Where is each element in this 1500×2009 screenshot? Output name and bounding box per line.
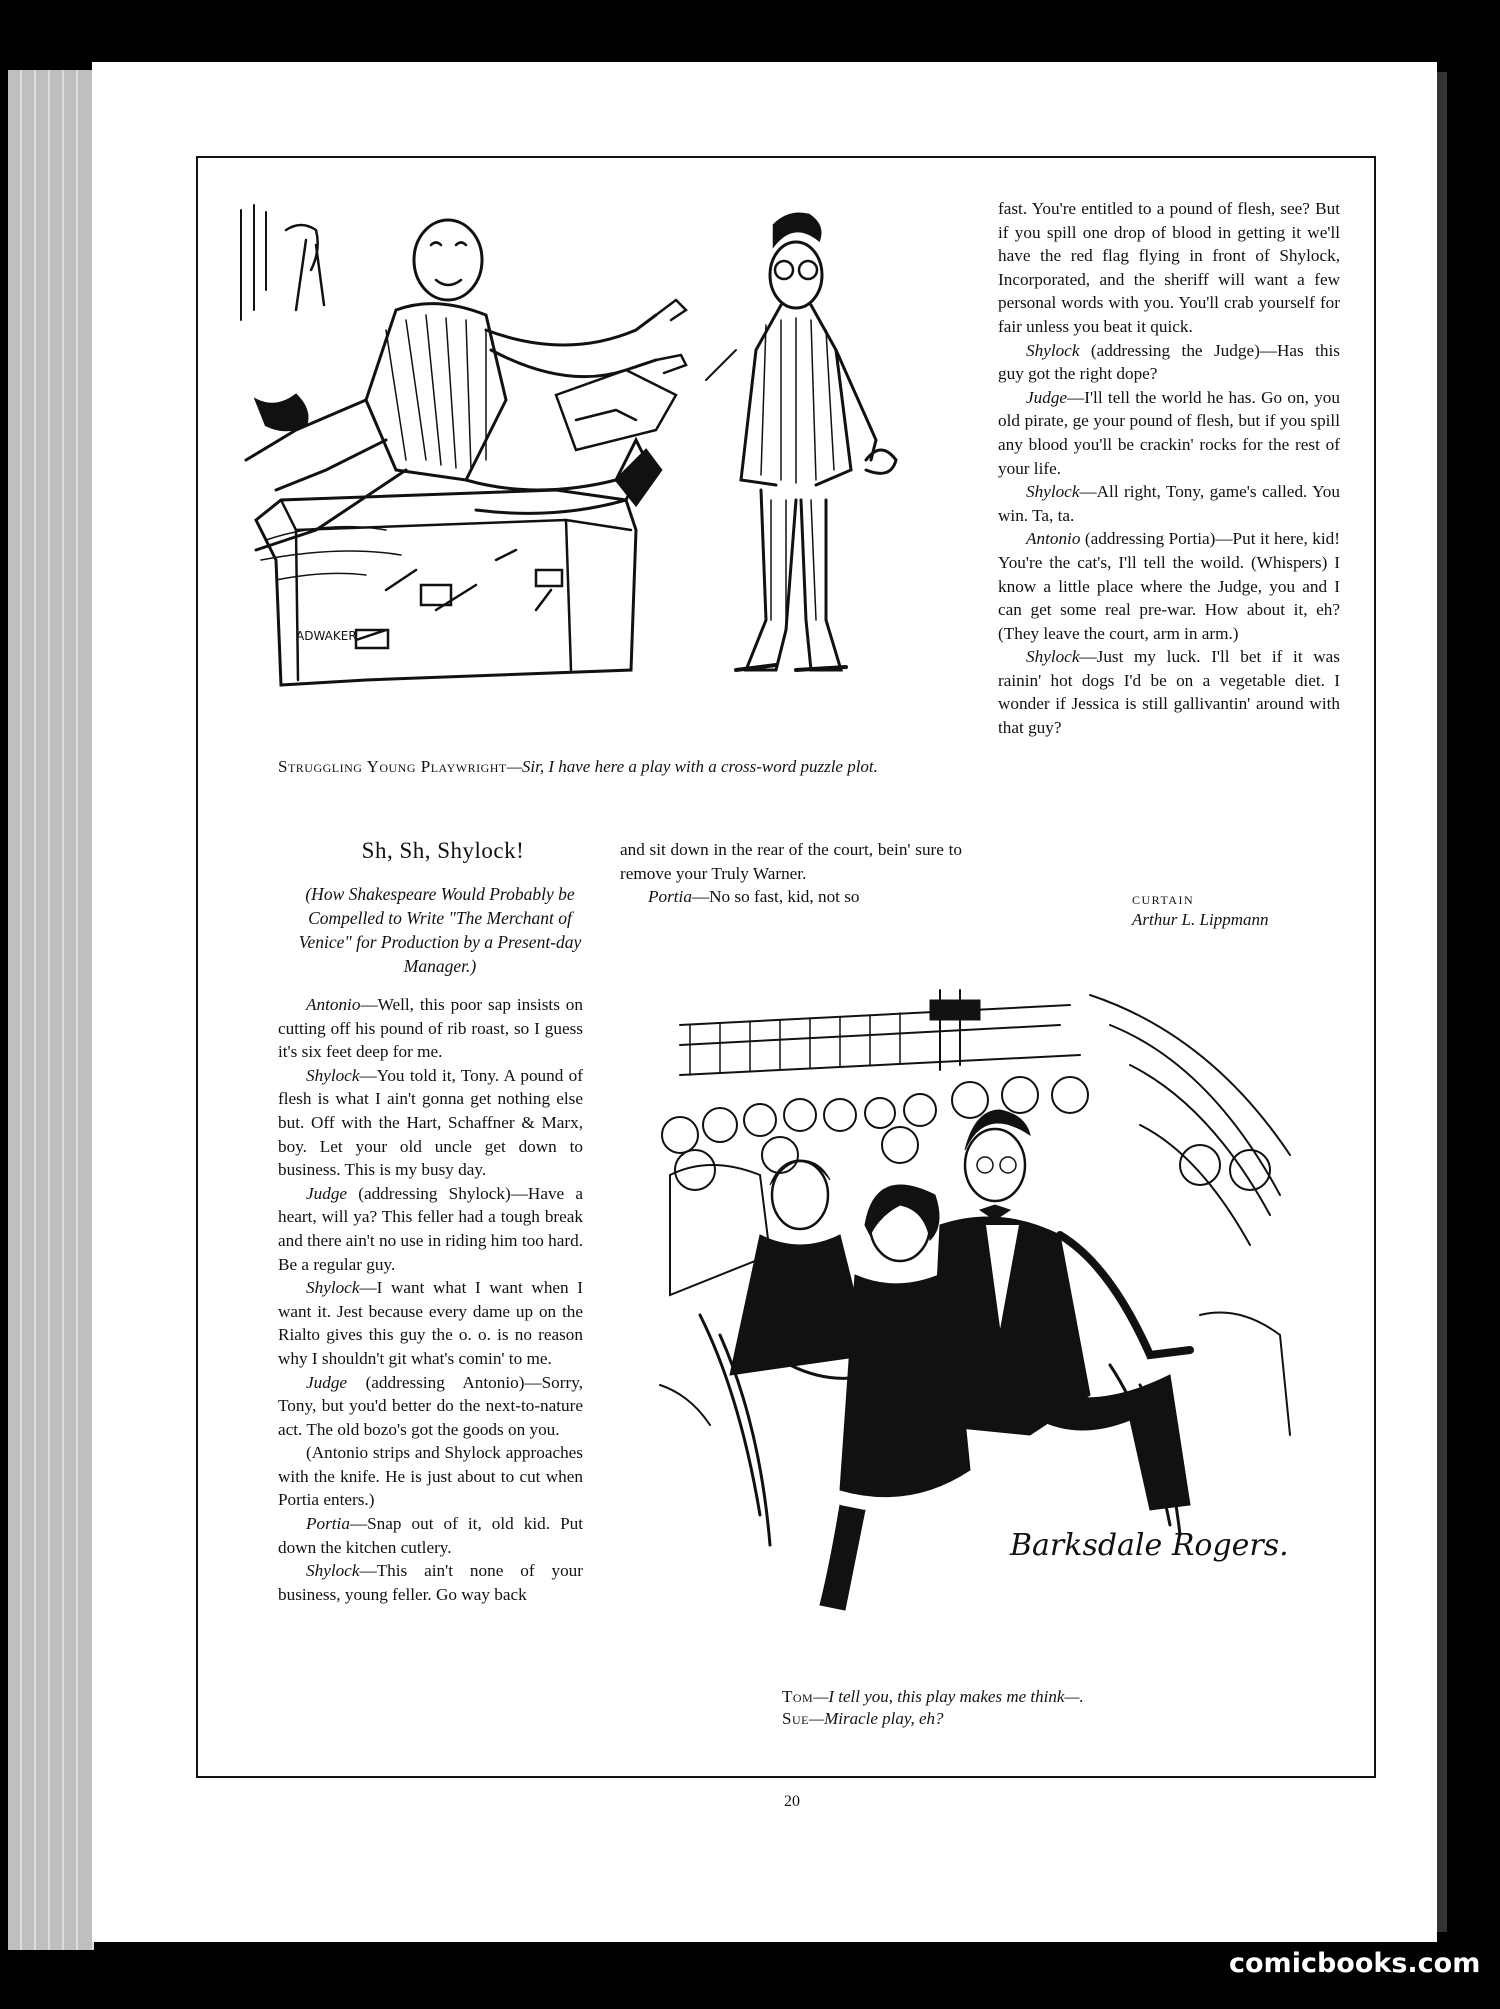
dialogue-text: —All right, Tony, game's called. You win. Ta, ta. xyxy=(998,482,1340,525)
script-paragraph xyxy=(278,1371,583,1442)
dialogue-text: —You told it, Tony. A pound of flesh is what I ain't gonna get nothing else but. Off with the Hart, Schaffner & Marx, boy. Let your old uncle get down to business. This is my busy day. xyxy=(278,1065,583,1180)
dialogue-text: —No so fast, kid, not so xyxy=(691,887,860,907)
caption-speaker-tom: Tom xyxy=(782,1687,814,1706)
article-author: Arthur L. Lippmann xyxy=(1132,910,1269,929)
speaker-name: Judge xyxy=(306,1372,348,1392)
script-paragraph xyxy=(278,1512,583,1559)
script-paragraph xyxy=(278,1441,583,1512)
speaker-name: Judge xyxy=(1026,387,1068,407)
dialogue-text: —Snap out of it, old kid. Put down the kitchen cutlery. xyxy=(278,1514,583,1557)
text-column-1 xyxy=(278,993,583,1606)
caption-speaker-sue: Sue xyxy=(782,1709,809,1728)
script-paragraph xyxy=(998,645,1340,739)
dialogue-text: (addressing Portia)—Put it here, kid! You're the cat's, I'll tell the woild. (Whispers) I know a little place where the Judge, you and I can get some real pre-war. How about it, eh? (They leave the court, arm in arm.) xyxy=(998,529,1340,643)
dialogue-text: and sit down in the rear of the court, bein' sure to remove your Truly Warner. xyxy=(620,840,962,883)
script-paragraph xyxy=(278,1182,583,1276)
caption-line-tom xyxy=(782,1686,1302,1708)
speaker-name: Shylock xyxy=(1026,482,1080,502)
script-paragraph xyxy=(278,993,583,1064)
script-paragraph xyxy=(998,480,1340,527)
facing-page-edge xyxy=(1437,72,1447,1932)
speaker-name: Judge xyxy=(306,1183,348,1203)
script-paragraph xyxy=(998,386,1340,480)
caption-text-tom: —I tell you, this play makes me think—. xyxy=(813,1687,1084,1706)
dialogue-text: fast. You're entitled to a pound of flesh, see? But if you spill one drop of blood in getting it we'll have the red flag flying in front of Shylock, Incorporated, and the sheriff will want a few personal words with you. You'll crab yourself for fair unless you beat it quick. xyxy=(998,199,1340,336)
speaker-name: Shylock xyxy=(306,1065,360,1085)
dialogue-text: (Antonio strips and Shylock approaches with the knife. He is just about to cut when Portia enters.) xyxy=(278,1443,583,1510)
script-paragraph xyxy=(278,1559,583,1606)
dialogue-text: —I want what I want when I want it. Jest because every dame up on the Rialto gives this guy the o. o. is no reason why I shouldn't git what's comin' to me. xyxy=(278,1278,583,1368)
article-title: Sh, Sh, Shylock! xyxy=(361,838,525,863)
article-subtitle: (How Shakespeare Would Probably be Compelled to Write "The Merchant of Venice" for Production by a Present-day Manager.) xyxy=(298,884,582,976)
dialogue-text: —This ain't none of your business, young feller. Go way back xyxy=(278,1561,583,1604)
speaker-name: Shylock xyxy=(1026,647,1080,667)
dialogue-text: (addressing Antonio)—Sorry, Tony, but you'd better do the next-to-nature act. The old bozo's got the goods on you. xyxy=(278,1372,583,1439)
cartoon-theater-audience-illustration xyxy=(640,985,1330,1625)
cartoon-playwright-illustration xyxy=(236,200,986,725)
script-paragraph xyxy=(278,1064,583,1182)
speaker-name: Shylock xyxy=(306,1278,360,1298)
speaker-name: Portia xyxy=(648,887,692,907)
dialogue-text: (addressing the Judge)—Has this guy got the right dope? xyxy=(998,340,1340,384)
top-cartoon-caption xyxy=(278,755,958,779)
caption-line: —Sir, I have here a play with a cross-word puzzle plot. xyxy=(506,757,878,776)
script-paragraph xyxy=(998,527,1340,645)
top-cartoon-signature: ADWAKER xyxy=(296,629,357,643)
speaker-name: Antonio xyxy=(1026,529,1081,549)
caption-text-sue: —Miracle play, eh? xyxy=(808,1709,944,1728)
dialogue-text: —I'll tell the world he has. Go on, you old pirate, ge your pound of flesh, but if you spill any blood you'll be crackin' rocks for the rest of your life. xyxy=(998,387,1340,478)
text-column-3 xyxy=(998,197,1340,740)
book-page-edges xyxy=(0,70,96,1950)
script-paragraph xyxy=(998,339,1340,386)
watermark-text: comicbooks.com xyxy=(1229,1948,1481,1979)
text-column-2 xyxy=(620,838,962,909)
speaker-name: Portia xyxy=(306,1514,350,1534)
dialogue-text: —Just my luck. I'll bet if it was rainin' hot dogs I'd be on a vegetable diet. I wonder if Jessica is still gallivantin' around with that guy? xyxy=(998,647,1340,738)
bottom-cartoon-caption xyxy=(782,1686,1302,1730)
speaker-name: Shylock xyxy=(306,1561,360,1581)
bottom-cartoon-signature: Barksdale Rogers. xyxy=(1010,1528,1289,1563)
speaker-name: Shylock xyxy=(1026,340,1080,360)
caption-line-sue xyxy=(782,1708,1302,1730)
script-paragraph xyxy=(620,885,962,909)
dialogue-text: (addressing Shylock)—Have a heart, will ya? This feller had a tough break and there ain't no use in riding him too hard. Be a regular guy. xyxy=(278,1183,583,1274)
script-paragraph xyxy=(620,838,962,885)
script-paragraph xyxy=(998,197,1340,339)
speaker-name: Antonio xyxy=(306,995,361,1014)
caption-speaker: Struggling Young Playwright xyxy=(278,757,507,776)
script-paragraph xyxy=(278,1276,583,1370)
dialogue-text: —Well, this poor sap insists on cutting off his pound of rib roast, so I guess it's six feet deep for me. xyxy=(278,995,583,1062)
curtain-label: CURTAIN xyxy=(1132,893,1195,907)
page-number: 20 xyxy=(784,1793,800,1810)
